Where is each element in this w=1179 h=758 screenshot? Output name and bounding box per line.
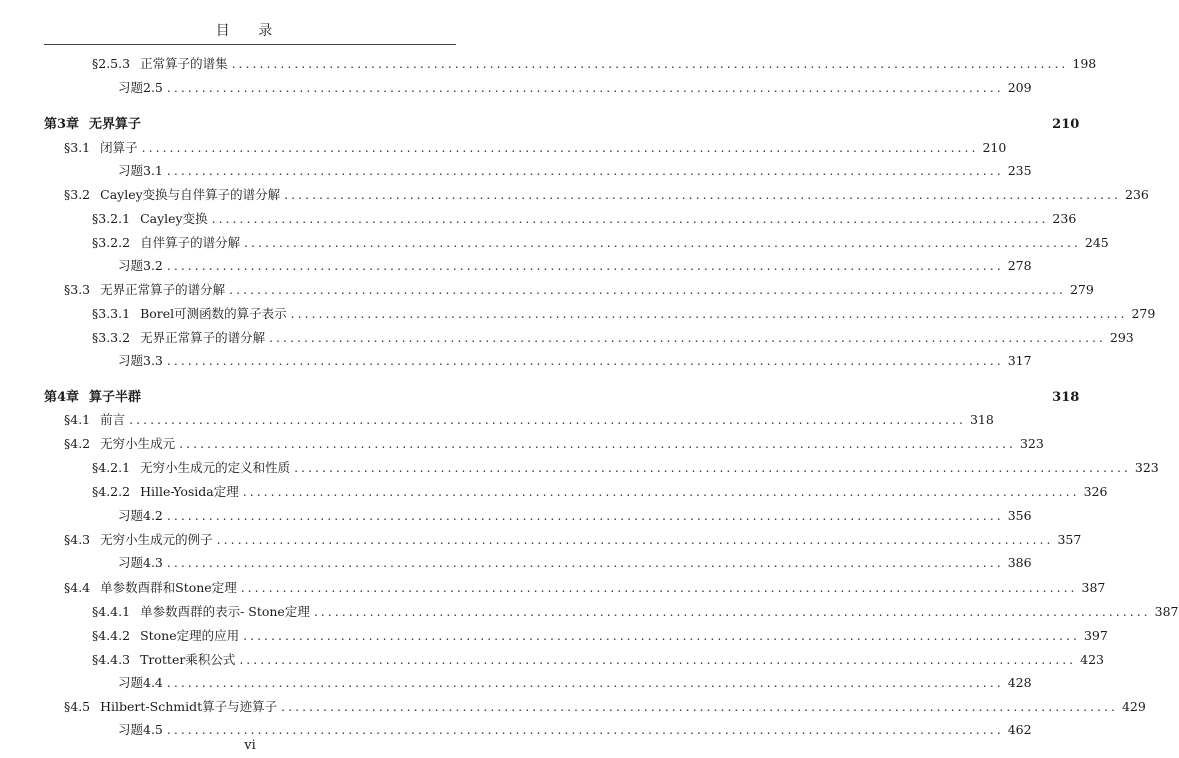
toc-leader-dots: ........................................................................................................................ (240, 580, 1078, 595)
toc-entry-page: 357 (1057, 532, 1082, 547)
toc-entry-title: 无界正常算子的谱分解 (100, 282, 226, 297)
toc-entry[interactable] (0, 458, 1159, 478)
toc-entry-title: 单参数酉群的表示- Stone定理 (140, 604, 310, 619)
toc-entry-number: §3.2.1 (92, 211, 131, 226)
toc-entry-number: §4.2.1 (92, 460, 131, 475)
toc-entry[interactable] (0, 410, 994, 430)
toc-entry-title: Cayley变换 (140, 211, 208, 226)
toc-entry-number: §3.2 (64, 187, 91, 202)
toc-entry-page: 318 (1052, 390, 1080, 405)
toc-entry-page: 318 (969, 412, 994, 427)
toc-entry-number: §4.4.2 (92, 628, 131, 643)
toc-entry-title: 习题4.3 (118, 555, 163, 570)
toc-entry-title: 无穷小生成元 (100, 436, 176, 451)
toc-entry[interactable] (0, 351, 1032, 371)
toc-entry[interactable] (0, 578, 1106, 598)
toc-entry-page: 278 (1007, 258, 1032, 273)
toc-entry[interactable] (0, 304, 1156, 324)
toc-entry-title: 习题3.1 (118, 163, 163, 178)
toc-leader-dots: ........................................................................................................................ (242, 484, 1080, 499)
header-title: 目 录 (215, 23, 285, 39)
toc-entry-title: 无界算子 (89, 117, 142, 132)
toc-entry-title: 无界正常算子的谱分解 (140, 330, 266, 345)
toc-entry-title: 单参数酉群和Stone定理 (100, 580, 237, 595)
toc-entry-page: 428 (1007, 675, 1032, 690)
toc-entry-number: §3.3 (64, 282, 91, 297)
toc-leader-dots: ........................................................................................................................ (166, 353, 1004, 368)
toc-leader-dots: ........................................................................................................................ (166, 722, 1004, 737)
toc-leader-dots: ........................................................................................................................ (166, 80, 1004, 95)
toc-entry[interactable] (0, 185, 1149, 205)
toc-entry-page: 387 (1081, 580, 1106, 595)
toc-entry-number: §3.2.2 (92, 235, 131, 250)
toc-entry-page: 198 (1072, 56, 1097, 71)
toc-entry-number: §4.4 (64, 580, 91, 595)
toc-entry-page: 386 (1007, 555, 1032, 570)
toc-entry-page: 279 (1131, 306, 1156, 321)
toc-entry-number: 第3章 (44, 117, 80, 132)
toc-entry-page: 462 (1007, 722, 1032, 737)
toc-entry-page: 423 (1080, 652, 1104, 667)
toc-entry[interactable] (0, 482, 1108, 502)
toc-entry-title: 习题3.3 (118, 353, 163, 368)
toc-entry[interactable] (0, 138, 1007, 158)
toc-entry-title: 正常算子的谱集 (140, 56, 228, 71)
toc-leader-dots: ........................................................................................................................ (229, 282, 1066, 297)
toc-leader-dots: ........................................................................................................................ (166, 163, 1004, 178)
toc-leader-dots: ........................................................................................................................ (290, 306, 1128, 321)
toc-entry-title: 算子半群 (89, 390, 142, 405)
toc-entry[interactable] (0, 161, 1032, 181)
toc-entry-title: 无穷小生成元的例子 (100, 532, 213, 547)
toc-leader-dots: ........................................................................................................................ (281, 699, 1118, 714)
toc-entry[interactable] (0, 602, 1179, 622)
toc-leader-dots: ........................................................................................................................ (216, 532, 1054, 547)
toc-entry[interactable] (0, 697, 1146, 717)
toc-entry-page: 323 (1134, 460, 1159, 475)
toc-entry-number: §4.1 (64, 412, 91, 427)
toc-entry[interactable] (0, 506, 1032, 526)
toc-entry[interactable] (0, 720, 1032, 740)
toc-leader-dots: ........................................................................................................................ (166, 258, 1004, 273)
toc-leader-dots: ........................................................................................................................ (179, 436, 1016, 451)
toc-entry-page: 235 (1007, 163, 1032, 178)
toc-entry-title: Hille-Yosida定理 (140, 484, 239, 499)
toc-entry-number: §2.5.3 (92, 56, 131, 71)
toc-entry[interactable] (0, 280, 1094, 300)
toc-entry[interactable] (0, 256, 1032, 276)
toc-entry-page: 323 (1019, 436, 1044, 451)
toc-entry-number: 第4章 (44, 390, 80, 405)
toc-leader-dots: ........................................................................................................................ (141, 140, 979, 155)
toc-leader-dots: ........................................................................................................................ (284, 187, 1121, 202)
toc-entry[interactable] (0, 650, 1104, 670)
toc-leader-dots: ........................................................................................................................ (166, 508, 1004, 523)
toc-entry-title: Stone定理的应用 (140, 628, 240, 643)
toc-entry-page: 397 (1083, 628, 1108, 643)
toc-entry-page: 245 (1084, 235, 1109, 250)
toc-entry-number: §4.4.1 (92, 604, 131, 619)
toc-entry[interactable] (0, 78, 1032, 98)
toc-entry[interactable] (0, 233, 1109, 253)
toc-entry[interactable] (0, 434, 1044, 454)
page-footer (0, 738, 500, 753)
toc-entry-number: §4.4.3 (92, 652, 131, 667)
toc-entry-page: 429 (1121, 699, 1146, 714)
toc-entry-title: 闭算子 (100, 140, 138, 155)
toc-entry-number: §4.2 (64, 436, 91, 451)
toc-leader-dots: ........................................................................................................................ (231, 56, 1069, 71)
toc-entry-number: §3.1 (64, 140, 91, 155)
toc-leader-dots: ........................................................................................................................ (294, 460, 1131, 475)
toc-entry-title: 前言 (100, 412, 126, 427)
toc-entry-number: §3.3.1 (92, 306, 131, 321)
toc-entry[interactable] (0, 54, 1097, 74)
toc-chapter-entry[interactable] (0, 386, 1080, 406)
toc-entry-page: 387 (1154, 604, 1179, 619)
toc-entry-number: §4.3 (64, 532, 91, 547)
toc-leader-dots: ........................................................................................................................ (166, 555, 1004, 570)
toc-entry[interactable] (0, 209, 1077, 229)
toc-entry-page: 293 (1109, 330, 1134, 345)
toc-leader-dots: ........................................................................................................................ (129, 412, 966, 427)
toc-entry-page: 210 (982, 140, 1007, 155)
toc-entry-title: Hilbert-Schmidt算子与迹算子 (100, 699, 278, 714)
page-number: vi (244, 738, 256, 753)
toc-leader-dots: ........................................................................................................................ (313, 604, 1151, 619)
toc-entry-page: 279 (1069, 282, 1094, 297)
toc-entry-page: 326 (1083, 484, 1108, 499)
toc-leader-dots: ........................................................................................................................ (269, 330, 1106, 345)
running-header (44, 20, 456, 45)
toc-entry-page: 236 (1125, 187, 1149, 202)
toc-entry-title: 习题4.5 (118, 722, 163, 737)
toc-entry[interactable] (0, 626, 1108, 646)
toc-entry[interactable] (0, 553, 1032, 573)
toc-entry-page: 236 (1052, 211, 1077, 226)
toc-entry-page: 209 (1007, 80, 1032, 95)
toc-entry-number: §4.5 (64, 699, 91, 714)
toc-entry-title: Cayley变换与自伴算子的谱分解 (100, 187, 281, 202)
toc-leader-dots: ........................................................................................................................ (166, 675, 1004, 690)
toc-entry-page: 317 (1007, 353, 1032, 368)
toc-leader-dots: ........................................................................................................................ (211, 211, 1049, 226)
toc-entry-title: Trotter乘积公式 (140, 652, 236, 667)
toc-entry-title: 习题2.5 (118, 80, 163, 95)
toc-entry-title: 习题4.2 (118, 508, 163, 523)
toc-entry[interactable] (0, 673, 1032, 693)
toc-entry-number: §4.2.2 (92, 484, 131, 499)
toc-entry-page: 210 (1052, 117, 1080, 132)
toc-leader-dots: ........................................................................................................................ (244, 235, 1081, 250)
toc-entry-title: Borel可测函数的算子表示 (140, 306, 287, 321)
toc-chapter-entry[interactable] (0, 113, 1080, 133)
toc-entry-page: 356 (1007, 508, 1032, 523)
toc-leader-dots: ........................................................................................................................ (243, 628, 1080, 643)
toc-entry-number: §3.3.2 (92, 330, 131, 345)
toc-entry-title: 自伴算子的谱分解 (140, 235, 241, 250)
toc-leader-dots: ........................................................................................................................ (239, 652, 1077, 667)
toc-entry-title: 无穷小生成元的定义和性质 (140, 460, 291, 475)
toc-entry[interactable] (0, 530, 1082, 550)
toc-entry-title: 习题4.4 (118, 675, 163, 690)
toc-entry[interactable] (0, 328, 1134, 348)
toc-entry-title: 习题3.2 (118, 258, 163, 273)
